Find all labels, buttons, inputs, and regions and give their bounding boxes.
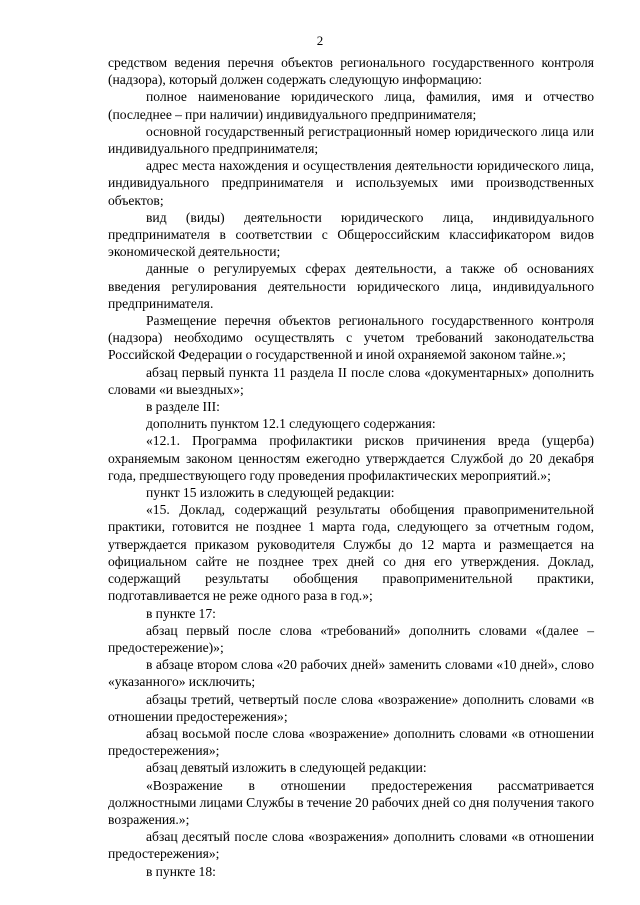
paragraph: абзац восьмой после слова «возражение» дополнить словами «в отношении предостережения»;: [108, 725, 594, 759]
document-body: [108, 54, 594, 880]
paragraph: полное наименование юридического лица, фамилия, имя и отчество (последнее – при наличии) индивидуального предпринимателя;: [108, 89, 594, 122]
paragraph: пункт 15 изложить в следующей редакции:: [146, 485, 395, 501]
paragraph: Размещение перечня объектов регионального государственного контроля (надзора) необходимо осуществлять с учетом требований законодательства Российской Федерации о государственной и иной охраняемой законом тайне.»;: [108, 313, 594, 363]
paragraph: «Возражение в отношении предостережения рассматривается должностными лицами Службы в течение 20 рабочих дней со дня получения такого возражения.»;: [108, 777, 594, 827]
paragraph: абзац первый пункта 11 раздела II после слова «документарных» дополнить словами «и выездных»;: [108, 364, 594, 397]
paragraph: в разделе III:: [146, 399, 220, 415]
paragraph: в пункте 17:: [146, 605, 216, 621]
paragraph: средством ведения перечня объектов регионального государственного контроля (надзора), который должен содержать следующую информацию:: [108, 55, 594, 88]
paragraph: абзац девятый изложить в следующей редакции:: [146, 760, 427, 776]
paragraph: абзац первый после слова «требований» дополнить словами «(далее – предостережение)»;: [108, 622, 594, 655]
paragraph: «12.1. Программа профилактики рисков причинения вреда (ущерба) охраняемым законом ценностям ежегодно утверждается Службой до 20 декабря года, предшествующего году проведения профилактических мероприятий.»;: [108, 433, 594, 483]
paragraph: «15. Доклад, содержащий результаты обобщения правоприменительной практики, готовится не позднее 1 марта года, следующего за отчетным годом, утверждается приказом руководителя Службы до 12 марта и размещается на официальном сайте не позднее трех дней со дня его утверждения. Доклад, содержащий результаты обобщения правоприменительной практики, подготавливается не реже одного раза в год.»;: [108, 502, 594, 604]
paragraph: вид (виды) деятельности юридического лица, индивидуального предпринимателя в соответствии с Общероссийским классификатором видов экономической деятельности;: [108, 209, 594, 260]
page-number: 2: [316, 33, 324, 48]
paragraph: дополнить пунктом 12.1 следующего содержания:: [146, 416, 436, 432]
paragraph: в абзаце втором слова «20 рабочих дней» заменить словами «10 дней», слово «указанного» исключить;: [108, 657, 594, 690]
paragraph: данные о регулируемых сферах деятельности, а также об основаниях введения регулирования деятельности юридического лица, индивидуального предпринимателя.: [108, 261, 594, 311]
paragraph: адрес места нахождения и осуществления деятельности юридического лица, индивидуального предпринимателя и используемых ими производственных объектов;: [108, 158, 594, 208]
paragraph: абзац десятый после слова «возражения» дополнить словами «в отношении предостережения»;: [108, 829, 594, 862]
paragraph: абзацы третий, четвертый после слова «возражение» дополнить словами «в отношении предостережения»;: [108, 691, 594, 724]
paragraph: основной государственный регистрационный номер юридического лица или индивидуального предпринимателя;: [108, 123, 594, 157]
paragraph: в пункте 18:: [146, 863, 216, 879]
